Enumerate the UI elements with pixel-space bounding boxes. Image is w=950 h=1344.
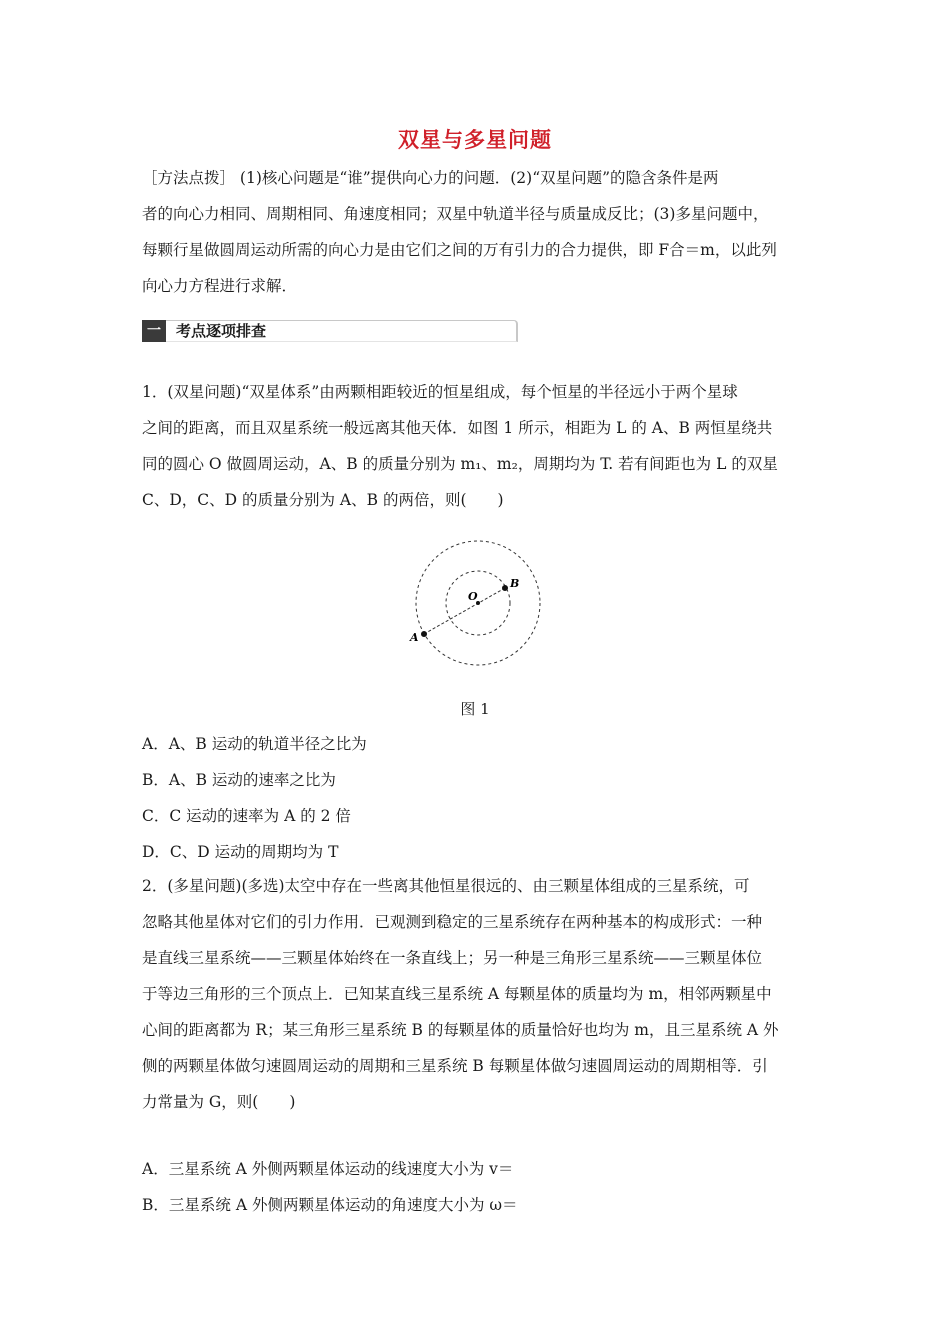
q1-option-a: A．A、B 运动的轨道半径之比为: [142, 735, 367, 753]
section-header: [142, 320, 518, 342]
question-line: 忽略其他星体对它们的引力作用．已观测到稳定的三星系统存在两种基本的构成形式：一种: [142, 913, 763, 931]
question-line: 1．(双星问题)“双星体系”由两颗相距较近的恒星组成，每个恒星的半径远小于两个星球: [142, 383, 738, 401]
page-title: 双星与多星问题: [398, 128, 552, 152]
connecting-line: [424, 588, 505, 634]
label-a: A: [410, 631, 419, 644]
question-1-stem: [142, 374, 812, 518]
q1-option-b: B．A、B 运动的速率之比为: [142, 771, 336, 789]
question-line: 侧的两颗星体做匀速圆周运动的周期和三星系统 B 每颗星体做匀速圆周运动的周期相等．引: [142, 1057, 768, 1075]
q1-option-c: C．C 运动的速率为 A 的 2 倍: [142, 807, 351, 825]
question-line: 于等边三角形的三个顶点上．已知某直线三星系统 A 每颗星体的质量均为 m，相邻两颗星中: [142, 985, 772, 1003]
figure-caption: 图 1: [460, 700, 490, 718]
method-line: ［方法点拨］ (1)核心问题是“谁”提供向心力的问题．(2)“双星问题”的隐含条件是两: [142, 169, 719, 187]
question-line: 力常量为 G，则( ): [142, 1093, 296, 1111]
star-a: [421, 631, 427, 637]
method-line: 每颗行星做圆周运动所需的向心力是由它们之间的万有引力的合力提供，即 F合＝m，以此列: [142, 241, 777, 259]
method-line: 向心力方程进行求解．: [142, 277, 298, 295]
q2-option-a: A．三星系统 A 外侧两颗星体运动的线速度大小为 v＝: [142, 1160, 514, 1178]
question-line: 同的圆心 O 做圆周运动，A、B 的质量分别为 m₁、m₂，周期均为 T. 若有间距也为 L 的双星: [142, 455, 778, 473]
star-b: [502, 585, 508, 591]
section-number: 一: [142, 320, 166, 342]
q1-option-d: D．C、D 运动的周期均为 T: [142, 843, 339, 861]
q2-option-b: B．三星系统 A 外侧两颗星体运动的角速度大小为 ω＝: [142, 1196, 518, 1214]
binary-star-figure: [412, 542, 548, 672]
label-b: B: [510, 577, 520, 590]
question-line: C、D，C、D 的质量分别为 A、B 的两倍，则( ): [142, 491, 504, 509]
question-2-stem: [142, 868, 812, 1120]
question-line: 是直线三星系统——三颗星体始终在一条直线上；另一种是三角形三星系统——三颗星体位: [142, 949, 763, 967]
method-tip: [142, 160, 812, 304]
label-o: O: [468, 590, 478, 603]
question-line: 心间的距离都为 R；某三角形三星系统 B 的每颗星体的质量恰好也均为 m，且三星系统 A 外: [142, 1021, 779, 1039]
question-line: 之间的距离，而且双星系统一般远离其他天体．如图 1 所示，相距为 L 的 A、B 两恒星绕共: [142, 419, 773, 437]
section-label: 考点逐项排查: [176, 322, 267, 340]
question-line: 2．(多星问题)(多选)太空中存在一些离其他恒星很远的、由三颗星体组成的三星系统，可: [142, 877, 750, 895]
method-line: 者的向心力相同、周期相同、角速度相同；双星中轨道半径与质量成反比；(3)多星问题中，: [142, 205, 769, 223]
